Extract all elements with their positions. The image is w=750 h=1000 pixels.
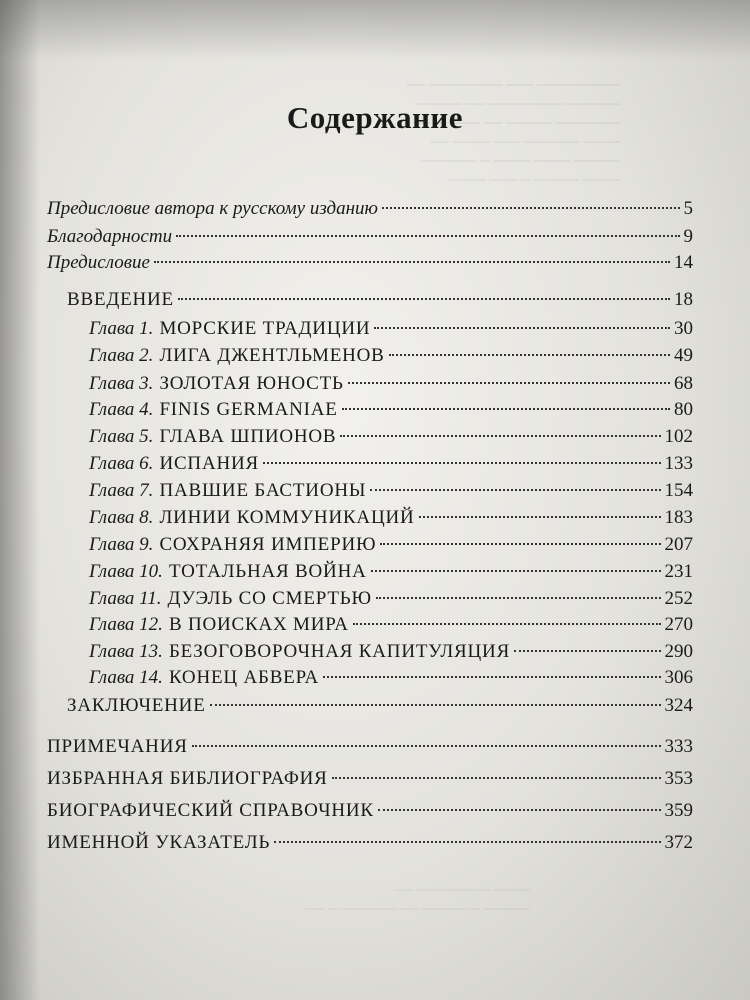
- toc-entry-page: 49: [674, 345, 693, 366]
- leader-dots: [371, 570, 661, 572]
- toc-entry-page: 353: [664, 768, 693, 789]
- chapter-title: ЛИГА ДЖЕНТЛЬМЕНОВ: [159, 345, 385, 366]
- toc-entry-page: 18: [674, 289, 693, 310]
- chapter-title: ПАВШИЕ БАСТИОНЫ: [159, 480, 367, 501]
- chapter-title: В ПОИСКАХ МИРА: [168, 614, 349, 635]
- toc-entry-page: 290: [664, 641, 693, 662]
- toc-entry-page: 30: [674, 318, 693, 339]
- page-shadow-top: [0, 0, 750, 60]
- chapter-prefix: Глава 13.: [89, 641, 163, 662]
- toc-entry-page: 183: [664, 507, 693, 528]
- leader-dots: [176, 235, 679, 237]
- chapter-prefix: Глава 10.: [89, 561, 163, 582]
- toc-entry-front-3: [47, 250, 693, 276]
- toc-entry-chapter-9: [89, 532, 693, 558]
- leader-dots: [353, 623, 661, 625]
- toc-entry-page: 359: [664, 800, 693, 821]
- toc-entry-label: ВВЕДЕНИЕ: [67, 289, 174, 310]
- toc-entry-introduction: [67, 287, 693, 313]
- chapter-title: СОХРАНЯЯ ИМПЕРИЮ: [159, 534, 377, 555]
- leader-dots: [374, 327, 670, 329]
- leader-dots: [382, 207, 680, 209]
- chapter-prefix: Глава 4.: [89, 399, 154, 420]
- toc-entry-label: ИМЕННОЙ УКАЗАТЕЛЬ: [47, 832, 271, 853]
- toc-entry-chapter-1: [89, 316, 693, 342]
- chapter-prefix: Глава 8.: [89, 507, 154, 528]
- toc-entry-page: 154: [664, 480, 693, 501]
- toc-entry-chapter-14: [89, 665, 693, 691]
- toc-entry-page: 80: [674, 399, 693, 420]
- toc-entry-chapter-10: [89, 559, 693, 585]
- leader-dots: [419, 516, 661, 518]
- toc-entry-chapter-7: [89, 478, 693, 504]
- chapter-title: БЕЗОГОВОРОЧНАЯ КАПИТУЛЯЦИЯ: [168, 641, 511, 662]
- chapter-prefix: Глава 11.: [89, 588, 162, 609]
- toc-entry-page: 306: [664, 667, 693, 688]
- leader-dots: [332, 777, 661, 779]
- chapter-title: ИСПАНИЯ: [159, 453, 259, 474]
- leader-dots: [378, 809, 661, 811]
- leader-dots: [192, 745, 661, 747]
- leader-dots: [380, 543, 660, 545]
- toc-entry-page: 102: [664, 426, 693, 447]
- leader-dots: [154, 261, 670, 263]
- leader-dots: [389, 354, 670, 356]
- leader-dots: [210, 704, 661, 706]
- toc-entry-chapter-12: [89, 612, 693, 638]
- chapter-title: МОРСКИЕ ТРАДИЦИИ: [159, 318, 371, 339]
- toc-entry-chapter-2: [89, 343, 693, 369]
- chapter-title: ДУЭЛЬ СО СМЕРТЬЮ: [167, 588, 372, 609]
- leader-dots: [376, 597, 661, 599]
- toc-entry-chapter-3: [89, 371, 693, 397]
- toc-entry-front-2: [47, 224, 693, 250]
- chapter-prefix: Глава 7.: [89, 480, 154, 501]
- chapter-prefix: Глава 12.: [89, 614, 163, 635]
- leader-dots: [263, 462, 661, 464]
- chapter-prefix: Глава 3.: [89, 373, 154, 394]
- chapter-title: КОНЕЦ АБВЕРА: [168, 667, 320, 688]
- toc-entry-page: 14: [674, 252, 693, 273]
- toc-entry-label: ИЗБРАННАЯ БИБЛИОГРАФИЯ: [47, 768, 328, 789]
- toc-entry-label: ЗАКЛЮЧЕНИЕ: [67, 695, 206, 716]
- chapter-prefix: Глава 2.: [89, 345, 154, 366]
- chapter-title: ГЛАВА ШПИОНОВ: [159, 426, 337, 447]
- toc-entry-page: 207: [664, 534, 693, 555]
- leader-dots: [323, 676, 660, 678]
- toc-entry-chapter-4: [89, 397, 693, 423]
- toc-entry-back-3: [47, 798, 693, 824]
- toc-entry-label: Предисловие: [47, 252, 150, 273]
- toc-entry-front-1: [47, 196, 693, 222]
- chapter-title: ТОТАЛЬНАЯ ВОЙНА: [168, 561, 367, 582]
- toc-entry-label: Благодарности: [47, 226, 173, 247]
- leader-dots: [370, 489, 660, 491]
- page-shadow-left: [0, 0, 40, 1000]
- toc-entry-page: 252: [664, 588, 693, 609]
- toc-entry-chapter-8: [89, 505, 693, 531]
- leader-dots: [348, 382, 670, 384]
- toc-entry-back-1: [47, 734, 693, 760]
- toc-entry-page: 372: [664, 832, 693, 853]
- toc-entry-page: 133: [664, 453, 693, 474]
- toc-entry-chapter-5: [89, 424, 693, 450]
- chapter-prefix: Глава 9.: [89, 534, 154, 555]
- chapter-prefix: Глава 5.: [89, 426, 154, 447]
- leader-dots: [342, 408, 670, 410]
- toc-entry-page: 333: [664, 736, 693, 757]
- leader-dots: [514, 650, 660, 652]
- toc-entry-back-4: [47, 830, 693, 856]
- page-title: Содержание: [286, 100, 464, 135]
- toc-entry-page: 9: [683, 226, 693, 247]
- toc-entry-page: 5: [683, 198, 693, 219]
- chapter-prefix: Глава 1.: [89, 318, 154, 339]
- chapter-title: ЛИНИИ КОММУНИКАЦИЙ: [159, 507, 415, 528]
- toc-entry-conclusion: [67, 693, 693, 719]
- show-through-text: ───────── ─── ──────── ── ────── ──────── ── ───── ─────── ───── ── ───── ── ──── ────── ─── ──── ── ───── ──── ──── ─ ────── ──── ───── ─ ─── ────: [406, 77, 620, 187]
- toc-entry-label: Предисловие автора к русскому изданию: [47, 198, 378, 219]
- show-through-text-bottom: ──── ──────── ── ───── ─ ───── ── ────── ─ ──: [305, 882, 530, 916]
- toc-entry-label: БИОГРАФИЧЕСКИЙ СПРАВОЧНИК: [47, 800, 374, 821]
- leader-dots: [340, 435, 660, 437]
- toc-entry-chapter-13: [89, 639, 693, 665]
- toc-entry-label: ПРИМЕЧАНИЯ: [47, 736, 188, 757]
- toc-entry-page: 270: [664, 614, 693, 635]
- chapter-title: ЗОЛОТАЯ ЮНОСТЬ: [159, 373, 344, 394]
- chapter-title: FINIS GERMANIAE: [159, 399, 338, 420]
- toc-entry-chapter-11: [89, 586, 693, 612]
- toc-entry-page: 324: [664, 695, 693, 716]
- toc-entry-page: 231: [664, 561, 693, 582]
- toc-entry-page: 68: [674, 373, 693, 394]
- chapter-prefix: Глава 14.: [89, 667, 163, 688]
- leader-dots: [274, 841, 660, 843]
- leader-dots: [178, 298, 670, 300]
- chapter-prefix: Глава 6.: [89, 453, 154, 474]
- toc-entry-back-2: [47, 766, 693, 792]
- toc-entry-chapter-6: [89, 451, 693, 477]
